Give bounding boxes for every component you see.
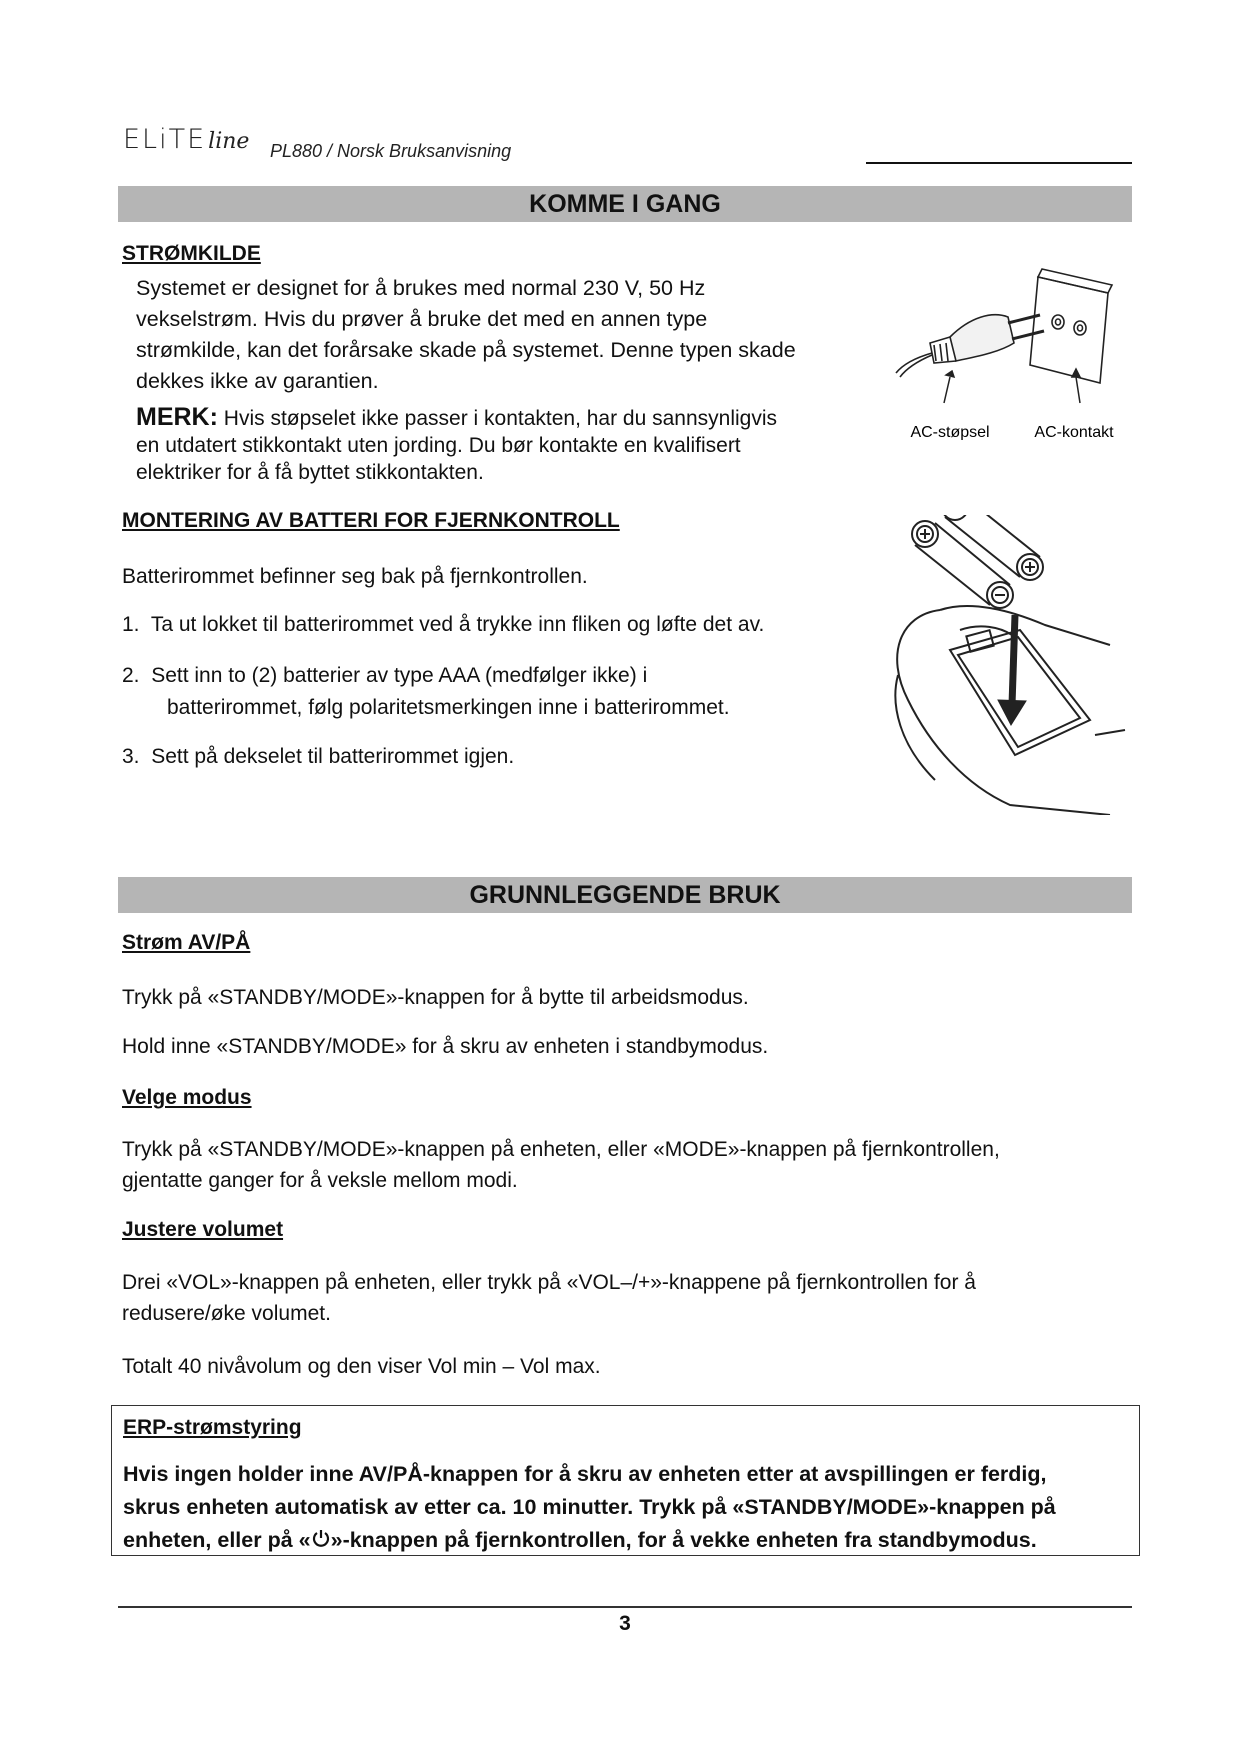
battery-step-1 [122,609,764,641]
power-icon [311,1528,331,1548]
plug-socket-illustration [890,265,1120,440]
step-number: 2. [122,664,140,687]
volume-heading: Justere volumet [122,1218,284,1241]
battery-intro: Batterirommet befinner seg bak på fjernkontrollen. [122,565,588,588]
erp-line-3-post: »-knappen på fjernkontrollen, for å vekke enheten fra standbymodus. [330,1528,1037,1552]
power-paragraph [136,273,796,397]
brand-logo [123,124,249,155]
power-line-4: dekkes ikke av garantien. [136,369,379,393]
battery-step-2 [122,660,647,692]
battery-step-3 [122,741,514,773]
label-arrows [944,369,1080,403]
step-text: Sett inn to (2) batterier av type AAA (medfølger ikke) i [151,664,648,687]
socket-caption: AC-kontakt [1034,424,1114,440]
power-onoff-heading: Strøm AV/PÅ [122,931,251,954]
step-text: Ta ut lokket til batterirommet ved å trykke inn fliken og løfte det av. [150,613,765,636]
erp-line-2: skrus enheten automatisk av etter ca. 10 minutter. Trykk på «STANDBY/MODE»-knappen på [123,1495,1056,1519]
power-line-2: vekselstrøm. Hvis du prøver å bruke det med en annen type [136,307,708,331]
note-line-2: en utdatert stikkontakt uten jording. Du bør kontakte en kvalifisert [136,434,741,457]
note-line-1: Hvis støpselet ikke passer i kontakten, har du sannsynligvis [217,407,778,430]
erp-line-3 [123,1524,1140,1556]
volume-paragraph [122,1267,976,1329]
note-label: MERK: [136,403,218,431]
step-number: 1. [122,613,140,636]
power-onoff-p1: Trykk på «STANDBY/MODE»-knappen for å bytte til arbeidsmodus. [122,986,749,1009]
header-rule [866,162,1132,164]
mode-line-2: gjentatte ganger for å veksle mellom modi. [122,1169,518,1192]
wall-socket-icon [1030,269,1112,383]
plug-caption: AC-støpsel [910,424,990,440]
mode-line-1: Trykk på «STANDBY/MODE»-knappen på enheten, eller «MODE»-knappen på fjernkontrollen, [122,1138,1000,1161]
power-line-1: Systemet er designet for å brukes med normal 230 V, 50 Hz [136,276,706,300]
battery-icon [912,515,1043,608]
section-title-getting-started: KOMME I GANG [118,186,1132,222]
erp-heading: ERP-strømstyring [123,1416,302,1439]
mode-heading: Velge modus [122,1086,252,1109]
erp-line-1: Hvis ingen holder inne AV/PÅ-knappen for å skru av enheten etter at avspillingen er ferdig, [123,1462,1047,1486]
note-paragraph [136,404,777,486]
page-number: 3 [619,1612,631,1635]
erp-body [123,1458,1140,1556]
volume-levels: Totalt 40 nivåvolum og den viser Vol min – Vol max. [122,1355,601,1378]
power-onoff-p2: Hold inne «STANDBY/MODE» for å skru av enheten i standbymodus. [122,1035,769,1058]
mode-paragraph [122,1134,1000,1196]
volume-line-2: redusere/øke volumet. [122,1302,331,1325]
erp-line-3-pre: enheten, eller på « [123,1528,311,1552]
power-line-3: strømkilde, kan det forårsake skade på systemet. Denne typen skade [136,338,796,362]
step-number: 3. [122,745,140,768]
remote-battery-illustration [880,515,1130,815]
logo-text: ELiTE [123,124,207,155]
power-source-heading: STRØMKILDE [122,242,261,265]
erp-notice-box [111,1405,1140,1556]
battery-step-2-cont: batterirommet, følg polaritetsmerkingen inne i batterirommet. [167,696,730,719]
battery-heading: MONTERING AV BATTERI FOR FJERNKONTROLL [122,509,620,532]
section-title-basic-use: GRUNNLEGGENDE BRUK [118,877,1132,913]
note-line-3: elektriker for å få byttet stikkontakten. [136,461,484,484]
ac-plug-icon [896,315,1044,377]
step-text: Sett på dekselet til batterirommet igjen. [151,745,515,768]
footer-rule [118,1606,1132,1608]
document-id: PL880 / Norsk Bruksanvisning [270,141,512,161]
logo-script: line [208,129,250,154]
volume-line-1: Drei «VOL»-knappen på enheten, eller trykk på «VOL–/+»-knappene på fjernkontrollen for å [122,1271,976,1294]
